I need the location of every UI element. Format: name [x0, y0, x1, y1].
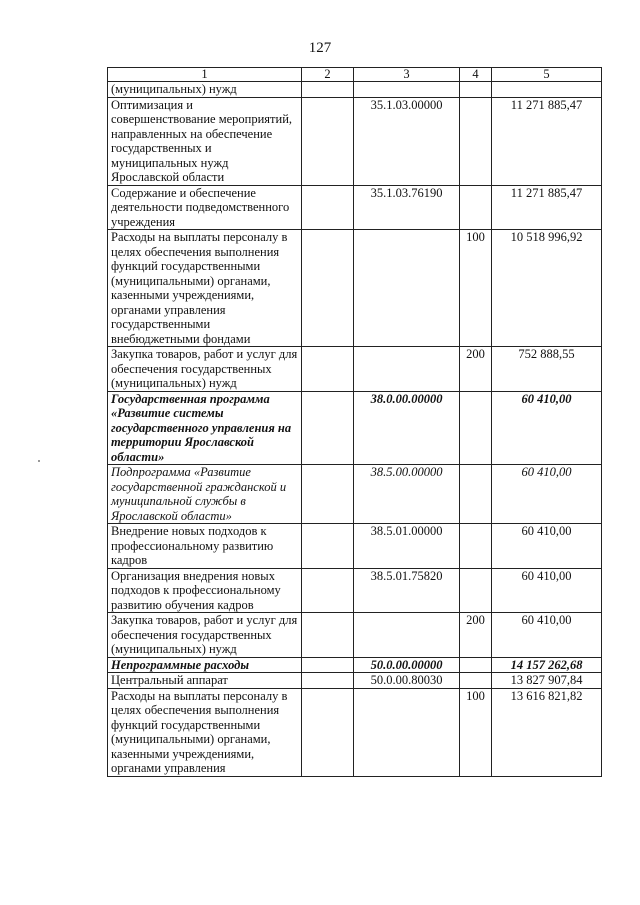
row-type-cell: 200 [460, 347, 492, 392]
row-type-cell: 100 [460, 688, 492, 776]
row-type-cell [460, 82, 492, 98]
row-amount-cell: 13 616 821,82 [492, 688, 602, 776]
table-row [108, 568, 602, 613]
header-col-2: 2 [302, 68, 354, 82]
row-code-cell: 35.1.03.76190 [354, 185, 460, 230]
table-row [108, 391, 602, 465]
table-row [108, 673, 602, 689]
row-name-cell: Государственная программа «Развитие системы государственного управления на территории Ярославской области» [108, 391, 302, 465]
row-amount-cell: 60 410,00 [492, 613, 602, 658]
table-row [108, 613, 602, 658]
table-body [108, 82, 602, 777]
row-amount-cell: 60 410,00 [492, 465, 602, 524]
table-row [108, 465, 602, 524]
row-amount-cell: 60 410,00 [492, 391, 602, 465]
row-col2-cell [302, 185, 354, 230]
row-name-cell: Закупка товаров, работ и услуг для обеспечения государственных (муниципальных) нужд [108, 613, 302, 658]
table-row [108, 347, 602, 392]
row-type-cell [460, 657, 492, 673]
row-code-cell [354, 688, 460, 776]
row-col2-cell [302, 347, 354, 392]
table-header-row [108, 68, 602, 82]
row-type-cell: 100 [460, 230, 492, 347]
row-col2-cell [302, 524, 354, 569]
row-col2-cell [302, 82, 354, 98]
row-amount-cell: 752 888,55 [492, 347, 602, 392]
row-code-cell: 35.1.03.00000 [354, 97, 460, 185]
table-row [108, 524, 602, 569]
header-col-5: 5 [492, 68, 602, 82]
row-code-cell [354, 82, 460, 98]
header-col-3: 3 [354, 68, 460, 82]
row-type-cell [460, 673, 492, 689]
row-name-cell: Подпрограмма «Развитие государственной гражданской и муниципальной службы в Ярославской области» [108, 465, 302, 524]
row-name-cell: Расходы на выплаты персоналу в целях обеспечения выполнения функций государственными (муниципальными) органами, казенными учреждениями, органами управления [108, 688, 302, 776]
header-col-1: 1 [108, 68, 302, 82]
row-amount-cell: 60 410,00 [492, 568, 602, 613]
row-name-cell: Закупка товаров, работ и услуг для обеспечения государственных (муниципальных) нужд [108, 347, 302, 392]
row-type-cell [460, 465, 492, 524]
scan-speck [38, 460, 40, 462]
row-type-cell [460, 568, 492, 613]
row-code-cell: 38.5.01.00000 [354, 524, 460, 569]
budget-table [107, 67, 602, 777]
row-col2-cell [302, 230, 354, 347]
row-code-cell [354, 613, 460, 658]
row-col2-cell [302, 568, 354, 613]
row-amount-cell: 10 518 996,92 [492, 230, 602, 347]
row-name-cell: Оптимизация и совершенствование мероприятий, направленных на обеспечение государственных и муниципальных нужд Ярославской области [108, 97, 302, 185]
table-row [108, 185, 602, 230]
row-col2-cell [302, 97, 354, 185]
page-number: 127 [308, 40, 332, 56]
row-code-cell: 50.0.00.00000 [354, 657, 460, 673]
row-col2-cell [302, 657, 354, 673]
row-code-cell: 38.5.00.00000 [354, 465, 460, 524]
row-code-cell: 50.0.00.80030 [354, 673, 460, 689]
row-amount-cell: 13 827 907,84 [492, 673, 602, 689]
row-code-cell [354, 347, 460, 392]
row-name-cell: Внедрение новых подходов к профессиональному развитию кадров [108, 524, 302, 569]
row-name-cell: Расходы на выплаты персоналу в целях обеспечения выполнения функций государственными (муниципальными) органами, казенными учреждениями, органами управления государственными внебюджетными фондами [108, 230, 302, 347]
row-type-cell [460, 391, 492, 465]
row-type-cell: 200 [460, 613, 492, 658]
row-col2-cell [302, 673, 354, 689]
table-row [108, 657, 602, 673]
row-name-cell: Содержание и обеспечение деятельности подведомственного учреждения [108, 185, 302, 230]
row-amount-cell [492, 82, 602, 98]
row-amount-cell: 11 271 885,47 [492, 185, 602, 230]
row-name-cell: (муниципальных) нужд [108, 82, 302, 98]
table-row [108, 688, 602, 776]
table-row [108, 82, 602, 98]
row-name-cell: Организация внедрения новых подходов к профессиональному развитию обучения кадров [108, 568, 302, 613]
row-amount-cell: 11 271 885,47 [492, 97, 602, 185]
row-col2-cell [302, 688, 354, 776]
row-code-cell: 38.0.00.00000 [354, 391, 460, 465]
row-type-cell [460, 185, 492, 230]
row-amount-cell: 14 157 262,68 [492, 657, 602, 673]
row-name-cell: Центральный аппарат [108, 673, 302, 689]
table-row [108, 230, 602, 347]
row-type-cell [460, 97, 492, 185]
row-col2-cell [302, 613, 354, 658]
row-code-cell [354, 230, 460, 347]
table-row [108, 97, 602, 185]
row-col2-cell [302, 391, 354, 465]
row-name-cell: Непрограммные расходы [108, 657, 302, 673]
header-col-4: 4 [460, 68, 492, 82]
row-col2-cell [302, 465, 354, 524]
row-amount-cell: 60 410,00 [492, 524, 602, 569]
row-code-cell: 38.5.01.75820 [354, 568, 460, 613]
row-type-cell [460, 524, 492, 569]
